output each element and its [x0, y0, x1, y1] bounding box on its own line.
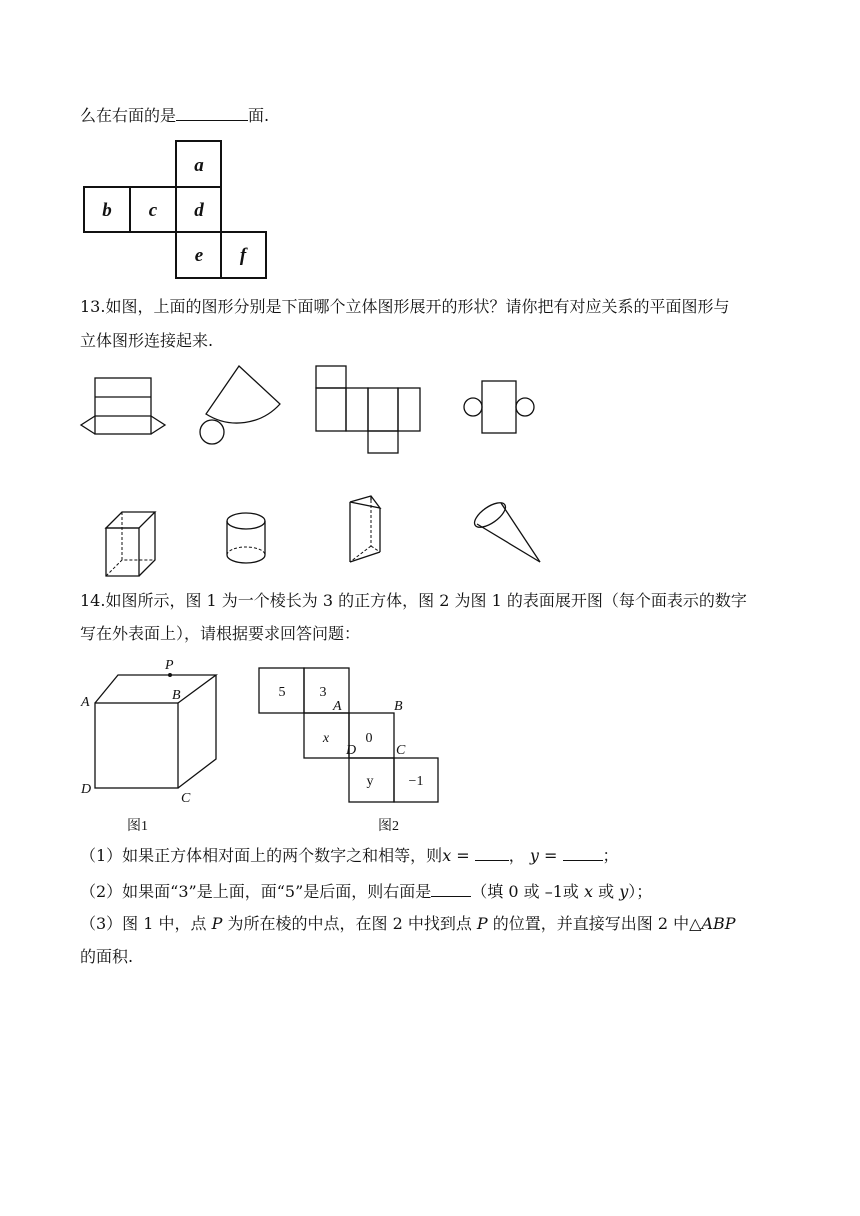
q14-part-1: [80, 846, 619, 866]
part1-text: （1）如果正方体相对面上的两个数字之和相等，则: [80, 846, 443, 865]
fig2-value-x: x: [322, 731, 330, 746]
fig2-value-neg1: −1: [408, 774, 424, 789]
fig2-net: [256, 666, 446, 836]
part2-or: 或: [593, 882, 620, 901]
q14-part-3: [80, 914, 736, 934]
fig2-face-3: [304, 668, 349, 713]
q14-part-3-line-2: 的面积.: [80, 947, 134, 966]
part3-point-P-2: P: [476, 914, 488, 933]
answer-blank-x[interactable]: [475, 846, 509, 861]
fig2-value-3: 3: [319, 685, 327, 700]
part1-equals-y: =: [538, 846, 563, 865]
part3-triangle-ABP: ABP: [701, 914, 736, 933]
fig2-value-y: y: [366, 774, 374, 789]
part3-text-3: 的位置，并直接写出图 2 中△: [487, 914, 702, 933]
cube-front-face: [95, 703, 178, 788]
part2-option-y: y: [619, 882, 629, 901]
part2-option-x: x: [583, 882, 594, 901]
part1-equals-x: =: [451, 846, 475, 865]
prism-net-figure: [78, 362, 170, 440]
fig1-label-B: B: [172, 688, 181, 703]
point-P-dot: [168, 673, 172, 677]
cuboid-net-figure: [314, 364, 426, 458]
part3-text-2: 为所在棱的中点，在图 2 中找到点: [222, 914, 477, 933]
net-label-a: a: [194, 155, 204, 176]
fig1-cube: [78, 655, 228, 835]
q14-part-2: [80, 882, 652, 902]
q12-cube-net: [82, 140, 270, 280]
cuboid-solid-figure: [104, 508, 160, 580]
fig1-label-D: D: [81, 782, 92, 797]
q13-line-1: 13.如图，上面的图形分别是下面哪个立体图形展开的形状？请你把有对应关系的平面图形与: [80, 297, 730, 316]
q12-text-suffix: 面.: [248, 106, 270, 125]
part1-var-y: y: [529, 846, 539, 865]
part3-text-1: （3）图 1 中，点: [80, 914, 212, 933]
fig2-label-C: C: [396, 743, 406, 758]
net-label-d: d: [194, 200, 204, 221]
fig1-label-C: C: [181, 791, 191, 806]
cube-top-face: [95, 675, 216, 703]
fig2-label-A: A: [333, 699, 342, 714]
fig1-caption: 图1: [127, 819, 148, 834]
fig2-label-D: D: [346, 743, 357, 758]
answer-blank-y[interactable]: [563, 846, 603, 861]
cone-net-figure: [196, 364, 286, 448]
net-label-e: e: [194, 245, 204, 266]
part2-options-pre: （填 0 或 –1或: [471, 882, 584, 901]
q14-line-1: 14.如图所示，图 1 为一个棱长为 3 的正方体，图 2 为图 1 的表面展开图（每个面表示的数字: [80, 591, 747, 610]
net-label-b: b: [102, 200, 112, 221]
part1-var-x: x: [442, 846, 452, 865]
cube-right-face: [178, 675, 216, 788]
fig2-label-B: B: [394, 699, 403, 714]
fig2-caption: 图2: [378, 819, 399, 834]
net-label-c: c: [148, 200, 158, 221]
part1-end: ；: [602, 846, 619, 865]
cone-solid-figure: [470, 494, 546, 568]
fig1-label-A: A: [81, 695, 90, 710]
q12-answer-blank[interactable]: [176, 106, 248, 121]
fig2-value-5: 5: [278, 685, 286, 700]
part2-text: （2）如果面“3”是上面，面“5”是后面，则右面是: [80, 882, 432, 901]
fig1-label-P: P: [165, 658, 174, 673]
part2-options-post: ）；: [628, 882, 653, 901]
prism-solid-figure: [340, 494, 384, 574]
q12-text-prefix: 么在右面的是: [80, 106, 177, 125]
cylinder-solid-figure: [224, 510, 272, 568]
q12-answer-line: [80, 106, 269, 126]
fig2-value-0: 0: [365, 731, 373, 746]
answer-blank-right-face[interactable]: [431, 882, 471, 897]
part1-comma: ，: [508, 846, 525, 865]
q14-line-2: 写在外表面上），请根据要求回答问题：: [80, 624, 361, 643]
q13-line-2: 立体图形连接起来.: [80, 331, 214, 350]
net-label-f: f: [239, 245, 247, 266]
cylinder-net-figure: [460, 378, 536, 436]
part3-point-P: P: [211, 914, 223, 933]
